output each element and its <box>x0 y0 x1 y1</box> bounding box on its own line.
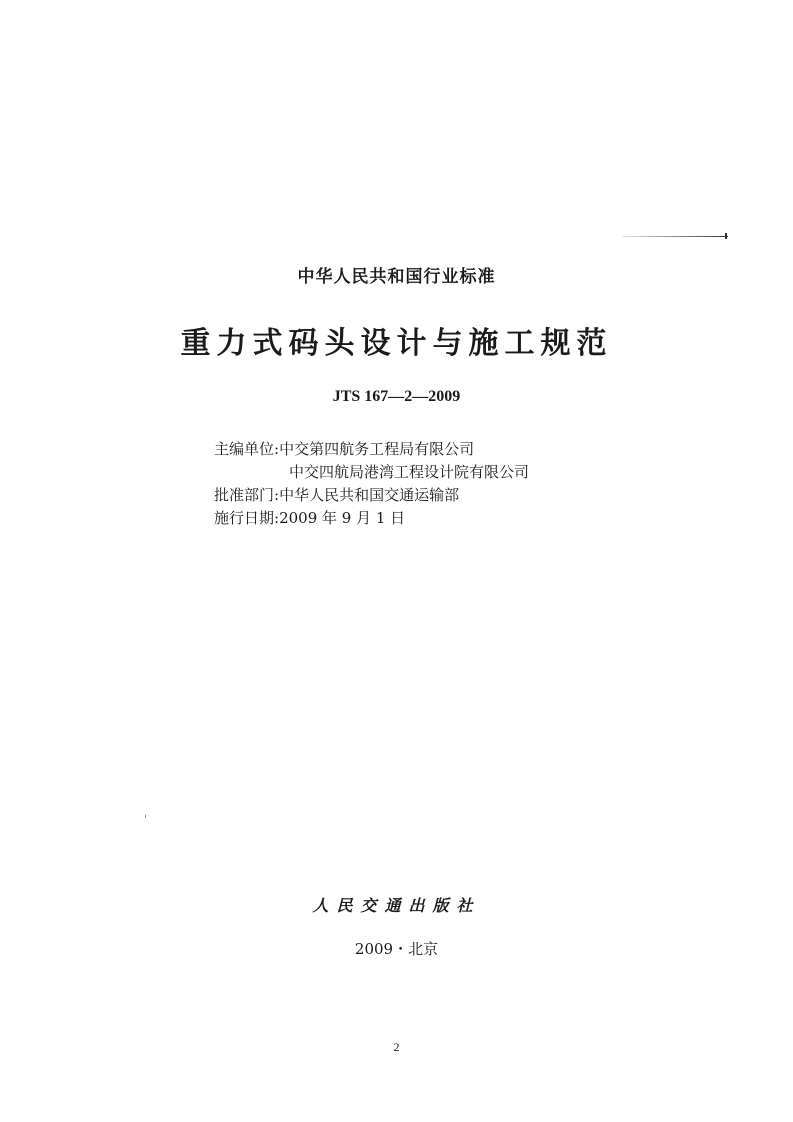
approver-label: 批准部门 <box>214 486 275 504</box>
approver-row <box>214 484 529 507</box>
page-number: 2 <box>393 1040 400 1054</box>
editor-separator: : <box>274 440 280 458</box>
editor-label: 主编单位 <box>214 440 275 458</box>
effective-date-label: 施行日期 <box>214 509 275 527</box>
editor-value-1: 中交第四航务工程局有限公司 <box>279 440 475 458</box>
effective-date-row <box>214 507 529 530</box>
effective-date-value: 2009 年 9 月 1 日 <box>279 509 406 527</box>
publication-year-place: 2009・北京 <box>354 940 439 958</box>
effective-date-separator: : <box>274 509 280 527</box>
scan-artifact-mark <box>725 233 727 239</box>
series-title: 中华人民共和国行业标准 <box>297 267 496 287</box>
document-title: 重力式码头设计与施工规范 <box>180 326 613 361</box>
scan-artifact-line <box>622 236 728 237</box>
publisher-name: 人民交通出版社 <box>312 896 481 915</box>
publication-info <box>214 438 529 530</box>
editor-row-2 <box>214 461 529 484</box>
approver-separator: : <box>274 486 280 504</box>
approver-value: 中华人民共和国交通运输部 <box>279 486 460 504</box>
scan-speck <box>145 815 146 818</box>
editor-row <box>214 438 529 461</box>
editor-value-2: 中交四航局港湾工程设计院有限公司 <box>289 463 530 481</box>
standard-code: JTS 167—2—2009 <box>332 388 461 405</box>
